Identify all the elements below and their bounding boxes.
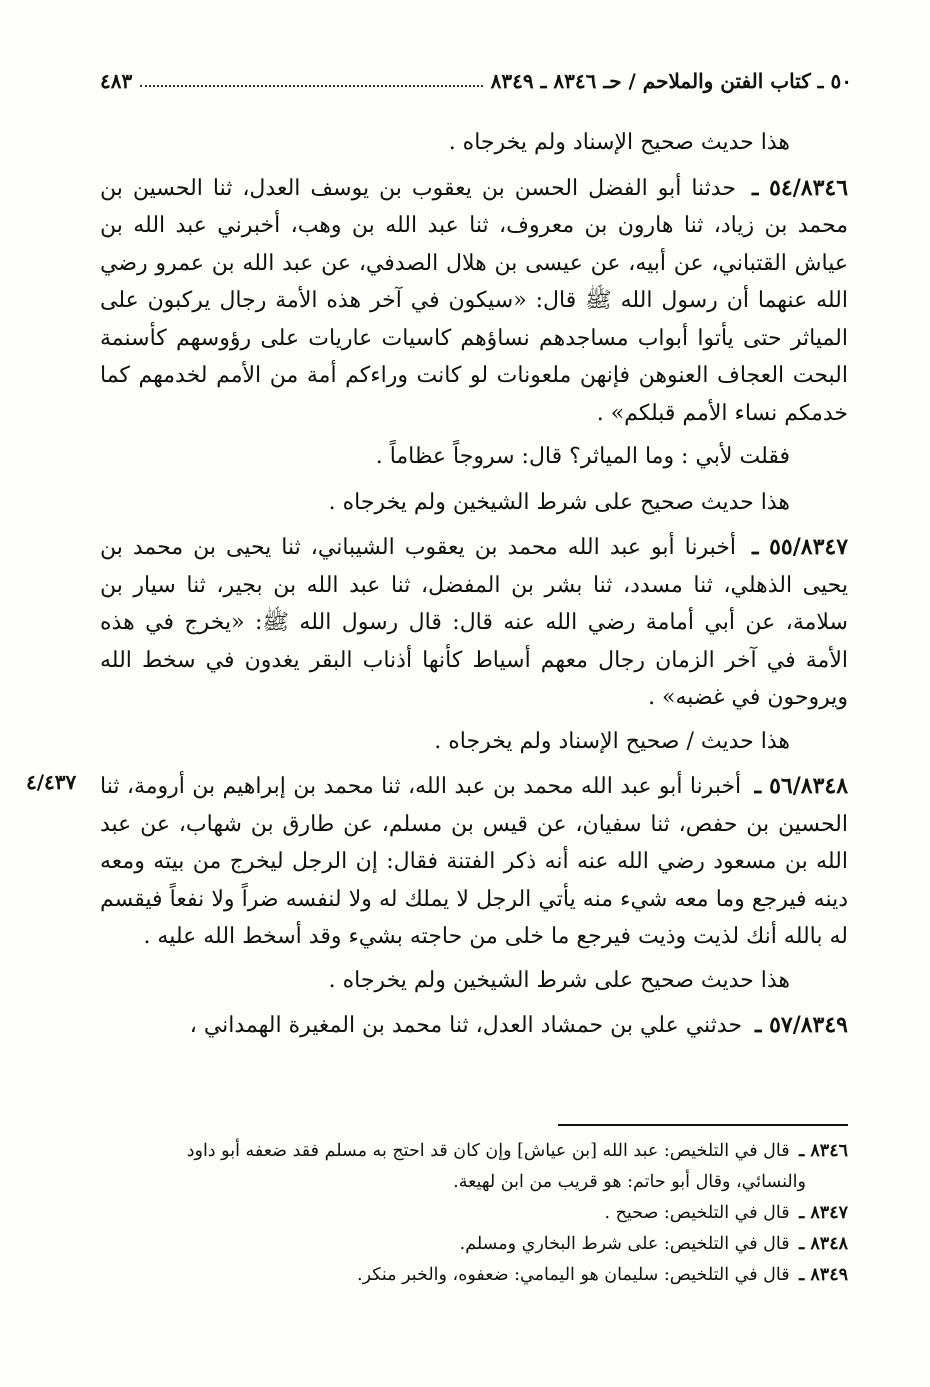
footnote-text: قال في التلخيص: سليمان هو اليمامي: ضعفوه، والخبر منكر. <box>357 1265 790 1285</box>
hadith-8347 <box>100 529 848 717</box>
footnote-text: قال في التلخيص: على شرط البخاري ومسلم. <box>459 1234 790 1254</box>
hadith-8346 <box>100 170 848 433</box>
footnotes <box>100 1136 848 1291</box>
footnote-8346 <box>100 1136 848 1167</box>
footnote-continuation: والنسائي، وقال أبو حاتم: هو قريب من ابن لهيعة. <box>453 1172 806 1192</box>
hadith-8348 <box>100 768 848 956</box>
footnote-text: قال في التلخيص: صحيح . <box>604 1203 790 1223</box>
verdict-line: هذا حديث صحيح الإسناد ولم يخرجاه . <box>448 130 790 155</box>
main-text <box>100 118 848 1045</box>
page-number: ٤٨٣ <box>100 69 133 93</box>
leader-dots <box>140 75 482 87</box>
question-line: فقلت لأبي : وما المياثر؟ قال: سروجاً عظاماً . <box>375 444 790 469</box>
verdict-line: هذا حديث / صحيح الإسناد ولم يخرجاه . <box>434 728 790 754</box>
footnote-number: ٨٣٤٧ ـ <box>799 1203 848 1223</box>
footnote-number: ٨٣٤٦ ـ <box>799 1141 848 1161</box>
hadith-text: حدثني علي بن حمشاد العدل، ثنا محمد بن المغيرة الهمداني ، <box>189 1013 742 1038</box>
footnote-number: ٨٣٤٩ ـ <box>799 1265 848 1285</box>
footnote-8348 <box>100 1229 848 1260</box>
hadith-number: ٥٧/٨٣٤٩ ـ <box>754 1012 848 1038</box>
footnote-8347 <box>100 1198 848 1229</box>
footnote-8349 <box>100 1260 848 1291</box>
margin-reference: ٤/٤٣٧ <box>26 770 77 794</box>
footnote-divider <box>558 1124 848 1126</box>
verdict-line: هذا حديث صحيح على شرط الشيخين ولم يخرجاه . <box>328 489 790 515</box>
hadith-text: حدثنا أبو الفضل الحسن بن يعقوب بن يوسف العدل، ثنا الحسين بن محمد بن زياد، ثنا هارون بن معروف، ثنا عبد الله بن وهب، أخبرني عبد الله بن عياش القتباني، عن أبيه، عن عيسى بن هلال الصدفي، عن عبد الله بن عمرو رضي الله عنهما أن رسول الله ﷺ قال: «سيكون في آخر هذه الأمة رجال يركبون على المياثر حتى يأتوا أبواب مساجدهم نساؤهم كاسيات عاريات على رؤوسهم كأسنمة البحت العجاف العنوهن فإنهن ملعونات لو كانت وراءكم أمة من الأمم لخدمهم كما خدمكم نساء الأمم قبلكم» . <box>100 175 848 426</box>
footnote-text: قال في التلخيص: عبد الله [بن عياش] وإن كان قد احتج به مسلم فقد ضعفه أبو داود <box>186 1141 790 1161</box>
hadith-number: ٥٤/٨٣٤٦ ـ <box>751 174 849 201</box>
hadith-text: أخبرنا أبو عبد الله محمد بن يعقوب الشيباني، ثنا يحيى بن محمد بن يحيى الذهلي، ثنا مسدد، ثنا بشر بن المفضل، ثنا عبد الله بن بجير، ثنا سيار بن سلامة، عن أبي أمامة رضي الله عنه قال: قال رسول الله ﷺ: «يخرج في هذه الأمة في آخر الزمان رجال معهم أسياط كأنها أذناب البقر يغدون في سخط الله ويروحون في غضبه» . <box>100 535 848 710</box>
hadith-8349 <box>100 1007 848 1045</box>
hadith-number: ٥٥/٨٣٤٧ ـ <box>751 534 849 560</box>
running-header <box>100 64 852 98</box>
running-title: ٥٠ ـ كتاب الفتن والملاحم / حـ ٨٣٤٦ ـ ٨٣٤٩ <box>490 69 852 93</box>
hadith-number: ٥٦/٨٣٤٨ ـ <box>754 773 849 799</box>
hadith-text: أخبرنا أبو عبد الله محمد بن عبد الله، ثنا محمد بن إبراهيم بن أرومة، ثنا الحسين بن حفص، ثنا سفيان، عن قيس بن مسلم، عن طارق بن شهاب، عن عبد الله بن مسعود رضي الله عنه أنه ذكر الفتنة فقال: إن الرجل ليخرج من بيته ومعه دينه فيرجع وما معه شيء منه يأتي الرجل لا يملك له ولا لنفسه ضراً ولا نفعاً فيقسم له بالله أنك لذيت وذيت فيرجع ما خلى من حاجته بشيء وقد أسخط الله عليه . <box>100 774 848 949</box>
footnote-number: ٨٣٤٨ ـ <box>799 1234 848 1254</box>
verdict-line: هذا حديث صحيح على شرط الشيخين ولم يخرجاه . <box>328 967 790 993</box>
